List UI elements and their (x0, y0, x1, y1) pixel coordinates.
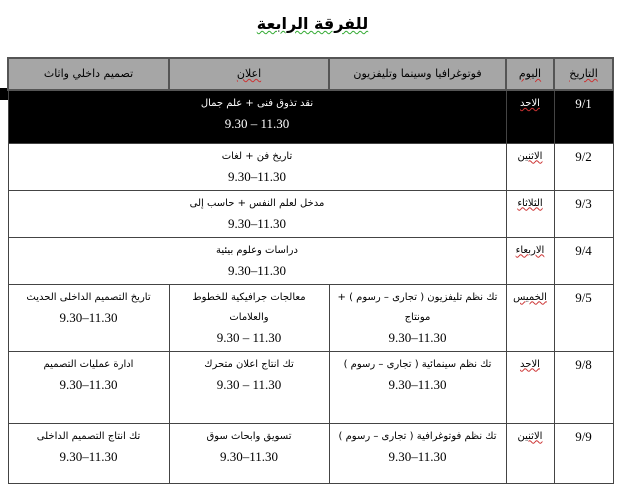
date-cell: 9/3 (554, 190, 613, 237)
merged-cell: نقد تذوق فنى + علم جمال 11.30 – 9.30 (8, 90, 506, 143)
table-row (8, 237, 613, 284)
header-day: اليوم (506, 58, 554, 90)
merged-cell: دراسات وعلوم بيئية 11.30–9.30 (8, 237, 506, 284)
date-cell: 9/9 (554, 423, 613, 483)
table-row (8, 284, 613, 351)
ad-cell: معالجات جرافيكية للخطوط والعلامات 11.30 – 9.30 (169, 284, 329, 351)
header-date: التاريخ (554, 58, 613, 90)
day-cell: الاثنين (506, 143, 554, 190)
date-cell: 9/1 (554, 90, 613, 143)
page-title: للفرقة الرابعة (256, 14, 369, 33)
table-row (8, 351, 613, 423)
date-cell: 9/8 (554, 351, 613, 423)
header-ad: اعلان (169, 58, 329, 90)
table-row (8, 143, 613, 190)
interior-cell: ادارة عمليات التصميم 11.30–9.30 (8, 351, 169, 423)
merged-cell: تاريخ فن + لغات 11.30–9.30 (8, 143, 506, 190)
table-row (8, 423, 613, 483)
photo-cell: تك نظم فوتوغرافية ( تجارى – رسوم ) 11.30–9.30 (329, 423, 506, 483)
photo-cell: تك نظم سينمائية ( تجارى – رسوم ) 11.30–9.30 (329, 351, 506, 423)
day-cell: الخميس (506, 284, 554, 351)
ad-cell: تسويق وابحاث سوق 11.30–9.30 (169, 423, 329, 483)
header-interior: تصميم داخلي واثاث (8, 58, 169, 90)
day-cell: الاثنين (506, 423, 554, 483)
interior-cell: تاريخ التصميم الداخلى الحديث 11.30–9.30 (8, 284, 169, 351)
day-cell: الاحد (506, 351, 554, 423)
date-cell: 9/4 (554, 237, 613, 284)
header-row (8, 58, 613, 90)
schedule-table (7, 57, 614, 484)
table-row (8, 190, 613, 237)
merged-cell: مدخل لعلم النفس + حاسب إلى 11.30–9.30 (8, 190, 506, 237)
photo-cell: تك نظم تليفزيون ( تجارى – رسوم ) + مونتاج 11.30–9.30 (329, 284, 506, 351)
table-row (8, 90, 613, 143)
day-cell: الاحد (506, 90, 554, 143)
day-cell: الثلاثاء (506, 190, 554, 237)
interior-cell: تك انتاج التصميم الداخلى 11.30–9.30 (8, 423, 169, 483)
date-cell: 9/2 (554, 143, 613, 190)
date-cell: 9/5 (554, 284, 613, 351)
day-cell: الاربعاء (506, 237, 554, 284)
header-photo: فوتوغرافيا وسينما وتليفزيون (329, 58, 506, 90)
ad-cell: تك انتاج اعلان متحرك 11.30 – 9.30 (169, 351, 329, 423)
